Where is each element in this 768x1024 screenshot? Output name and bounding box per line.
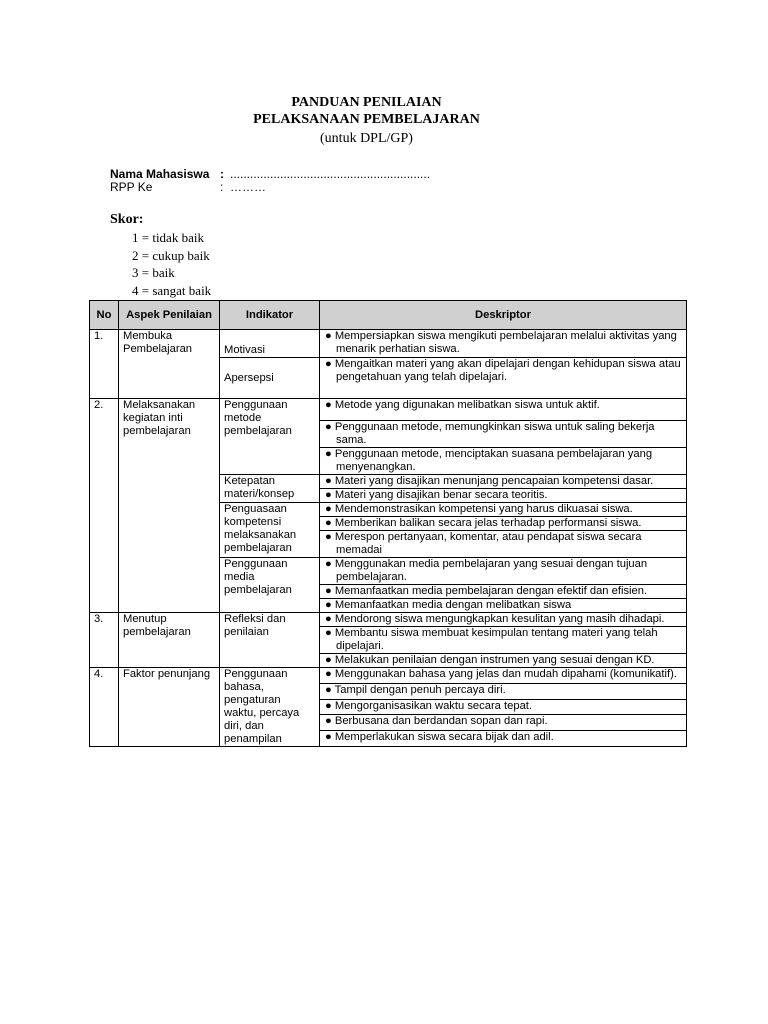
- descriptor-item: ● Penggunaan metode, menciptakan suasana pembelajaran yang menyenangkan.: [320, 448, 687, 475]
- skor-item: 3 = baik: [132, 265, 175, 280]
- descriptor-item: ● Mendorong siswa mengungkapkan kesulitan yang masih dihadapi.: [320, 613, 687, 627]
- doc-title-line-2: PELAKSANAAN PEMBELAJARAN: [253, 112, 480, 127]
- descriptor-item: ● Mempersiapkan siswa mengikuti pembelajaran melalui aktivitas yang menarik perhatian siswa.: [320, 330, 687, 358]
- header-indikator: Indikator: [220, 301, 320, 330]
- descriptor-item: ● Melakukan penilaian dengan instrumen yang sesuai dengan KD.: [320, 654, 687, 668]
- indikator-cell: Penggunaan bahasa, pengaturan waktu, percaya diri, dan penampilan: [220, 668, 320, 747]
- indikator-cell: Penguasaan kompetensi melaksanakan pembelajaran: [220, 503, 320, 558]
- table-row: [90, 613, 687, 627]
- descriptor-item: ● Membantu siswa membuat kesimpulan tentang materi yang telah dipelajari.: [320, 627, 687, 654]
- table-header-row: [90, 301, 687, 330]
- descriptor-item: ● Materi yang disajikan menunjang pencapaian kompetensi dasar.: [320, 475, 687, 489]
- indikator-cell: Refleksi dan penilaian: [220, 613, 320, 668]
- indikator-cell: Apersepsi: [220, 358, 320, 399]
- descriptor-item: ● Mendemonstrasikan kompetensi yang harus dikuasai siswa.: [320, 503, 687, 517]
- indikator-cell: Motivasi: [220, 330, 320, 358]
- rpp-label: RPP Ke: [110, 180, 153, 194]
- assessment-table: [89, 300, 687, 747]
- row-number: 1.: [90, 330, 119, 399]
- nama-mahasiswa-row: [110, 168, 430, 181]
- descriptor-item: ● Tampil dengan penuh percaya diri.: [320, 683, 687, 699]
- aspek-cell: Faktor penunjang: [119, 668, 220, 747]
- header-no: No: [90, 301, 119, 330]
- aspek-cell: Menutup pembelajaran: [119, 613, 220, 668]
- skor-item: 1 = tidak baik: [132, 230, 204, 245]
- descriptor-item: ● Memperlakukan siswa secara bijak dan adil.: [320, 731, 687, 747]
- skor-item: 4 = sangat baik: [132, 283, 212, 298]
- descriptor-item: ● Menggunakan media pembelajaran yang sesuai dengan tujuan pembelajaran.: [320, 558, 687, 585]
- table-row: [90, 668, 687, 684]
- header-aspek: Aspek Penilaian: [119, 301, 220, 330]
- skor-item: 2 = cukup baik: [132, 248, 210, 263]
- rpp-ke-row: [110, 181, 266, 194]
- rpp-value: ………: [230, 180, 266, 194]
- descriptor-item: ● Memberikan balikan secara jelas terhadap performansi siswa.: [320, 517, 687, 531]
- indikator-cell: Penggunaan media pembelajaran: [220, 558, 320, 613]
- descriptor-item: ● Merespon pertanyaan, komentar, atau pendapat siswa secara memadai: [320, 531, 687, 558]
- row-number: 2.: [90, 399, 119, 613]
- indikator-cell: Penggunaan metode pembelajaran: [220, 399, 320, 475]
- descriptor-item: ● Memanfaatkan media dengan melibatkan siswa: [320, 599, 687, 613]
- descriptor-item: ● Mengorganisasikan waktu secara tepat.: [320, 699, 687, 715]
- rpp-colon: :: [220, 180, 224, 194]
- descriptor-item: ● Memanfaatkan media pembelajaran dengan efektif dan efisien.: [320, 585, 687, 599]
- table-row: [90, 399, 687, 421]
- row-number: 4.: [90, 668, 119, 747]
- aspek-cell: Membuka Pembelajaran: [119, 330, 220, 399]
- table-row: [90, 330, 687, 358]
- descriptor-item: ● Metode yang digunakan melibatkan siswa untuk aktif.: [320, 399, 687, 421]
- nama-label: Nama Mahasiswa: [110, 167, 210, 181]
- skor-heading: Skor:: [110, 212, 144, 227]
- doc-subtitle: (untuk DPL/GP): [320, 131, 413, 146]
- row-number: 3.: [90, 613, 119, 668]
- descriptor-item: ● Menggunakan bahasa yang jelas dan mudah dipahami (komunikatif).: [320, 668, 687, 684]
- indikator-cell: Ketepatan materi/konsep: [220, 475, 320, 503]
- nama-colon: :: [220, 167, 224, 181]
- descriptor-item: ● Materi yang disajikan benar secara teoritis.: [320, 489, 687, 503]
- aspek-cell: Melaksanakan kegiatan inti pembelajaran: [119, 399, 220, 613]
- descriptor-item: ● Berbusana dan berdandan sopan dan rapi.: [320, 715, 687, 731]
- doc-title-line-1: PANDUAN PENILAIAN: [291, 95, 442, 110]
- descriptor-item: ● Penggunaan metode, memungkinkan siswa untuk saling bekerja sama.: [320, 421, 687, 448]
- nama-value: ............................................................: [230, 167, 431, 181]
- header-deskriptor: Deskriptor: [320, 301, 687, 330]
- descriptor-item: ● Mengaitkan materi yang akan dipelajari dengan kehidupan siswa atau pengetahuan yang telah dipelajari.: [320, 358, 687, 399]
